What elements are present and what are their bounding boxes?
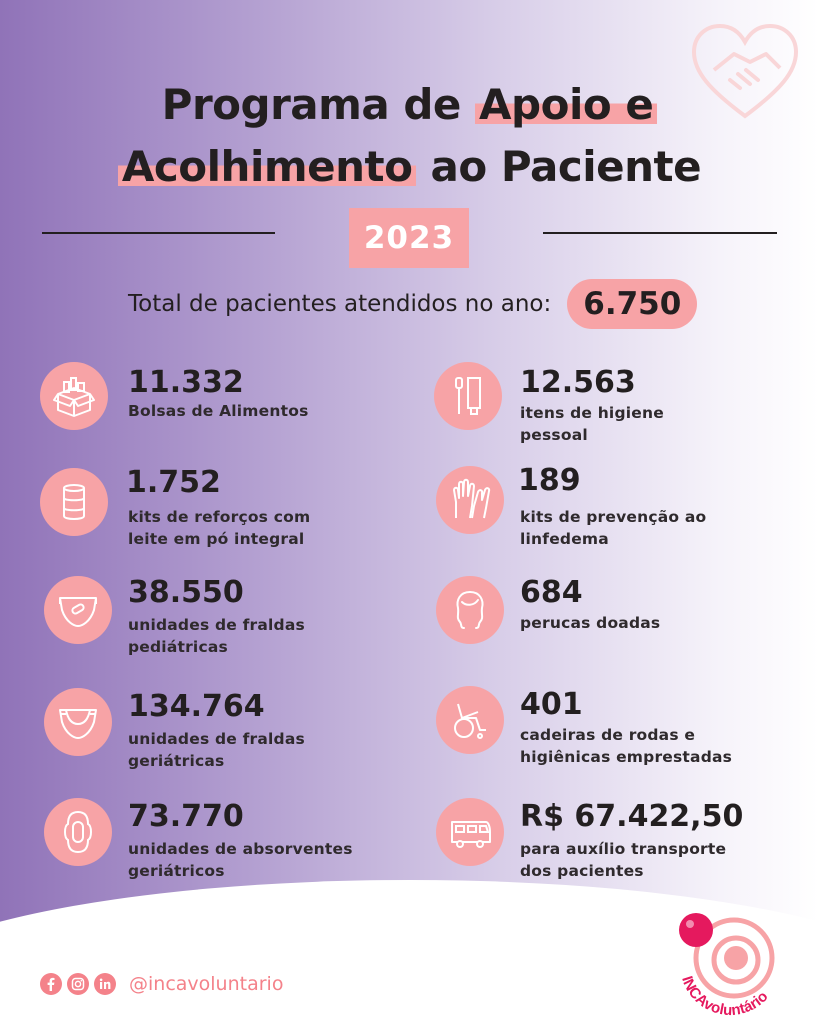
- pad-icon: [44, 798, 112, 866]
- divider-right: [543, 232, 777, 234]
- stat-label-line1: unidades de fraldas: [128, 730, 305, 748]
- stat-value: 1.752: [126, 465, 221, 500]
- stat-label-line2: dos pacientes: [520, 862, 644, 880]
- title-highlight-1: Apoio e: [475, 80, 657, 129]
- instagram-icon[interactable]: [67, 973, 89, 995]
- social-footer: [40, 973, 283, 995]
- stat-value: 11.332: [128, 365, 244, 400]
- gloves-icon: [436, 466, 504, 534]
- stat-label-line2: pessoal: [520, 426, 588, 444]
- wig-icon: [436, 576, 504, 644]
- stat-value: 401: [520, 687, 583, 722]
- wheelchair-icon: [436, 686, 504, 754]
- stat-label-line2: pediátricas: [128, 638, 228, 656]
- stat-value: 12.563: [520, 365, 636, 400]
- stat-label-line1: kits de prevenção ao: [520, 508, 707, 526]
- facebook-icon[interactable]: [40, 973, 62, 995]
- title-post: ao Paciente: [416, 142, 702, 191]
- divider-left: [42, 232, 275, 234]
- hygiene-items-icon: [434, 362, 502, 430]
- title-pre: Programa de: [161, 80, 476, 129]
- stat-value: 134.764: [128, 689, 265, 724]
- stat-label-line2: geriátricas: [128, 752, 225, 770]
- stat-label-line1: kits de reforços com: [128, 508, 311, 526]
- baby-diaper-icon: [44, 576, 112, 644]
- bus-icon: [436, 798, 504, 866]
- stat-label-line1: para auxílio transporte: [520, 840, 727, 858]
- title-highlight-2: Acolhimento: [118, 142, 417, 191]
- adult-diaper-icon: [44, 688, 112, 756]
- stat-label-line2: higiênicas emprestadas: [520, 748, 733, 766]
- food-box-icon: [40, 362, 108, 430]
- milk-can-icon: [40, 468, 108, 536]
- stat-label-line1: itens de higiene: [520, 404, 664, 422]
- stat-label-line1: cadeiras de rodas e: [520, 726, 696, 744]
- stat-value: 684: [520, 575, 583, 610]
- stat-label-line2: linfedema: [520, 530, 609, 548]
- total-value-badge: 6.750: [567, 279, 697, 329]
- inca-voluntario-logo: [668, 908, 788, 1020]
- stat-label-line2: leite em pó integral: [128, 530, 305, 548]
- stat-value: 38.550: [128, 575, 244, 610]
- stat-label-line1: unidades de fraldas: [128, 616, 305, 634]
- stat-label-line1: Bolsas de Alimentos: [128, 402, 309, 420]
- total-patients-row: [128, 280, 697, 328]
- total-label: Total de pacientes atendidos no ano:: [128, 291, 552, 317]
- page-title: [0, 74, 819, 198]
- stat-label-line1: unidades de absorventes: [128, 840, 353, 858]
- stat-label-line1: perucas doadas: [520, 614, 661, 632]
- linkedin-icon[interactable]: [94, 973, 116, 995]
- stat-label-line2: geriátricos: [128, 862, 225, 880]
- inca-logo-text: INCAvoluntário: [678, 974, 772, 1020]
- social-handle[interactable]: @incavoluntario: [129, 973, 284, 995]
- year-badge: 2023: [349, 208, 469, 268]
- stat-value: R$ 67.422,50: [520, 799, 744, 834]
- stat-value: 189: [518, 463, 581, 498]
- stat-value: 73.770: [128, 799, 244, 834]
